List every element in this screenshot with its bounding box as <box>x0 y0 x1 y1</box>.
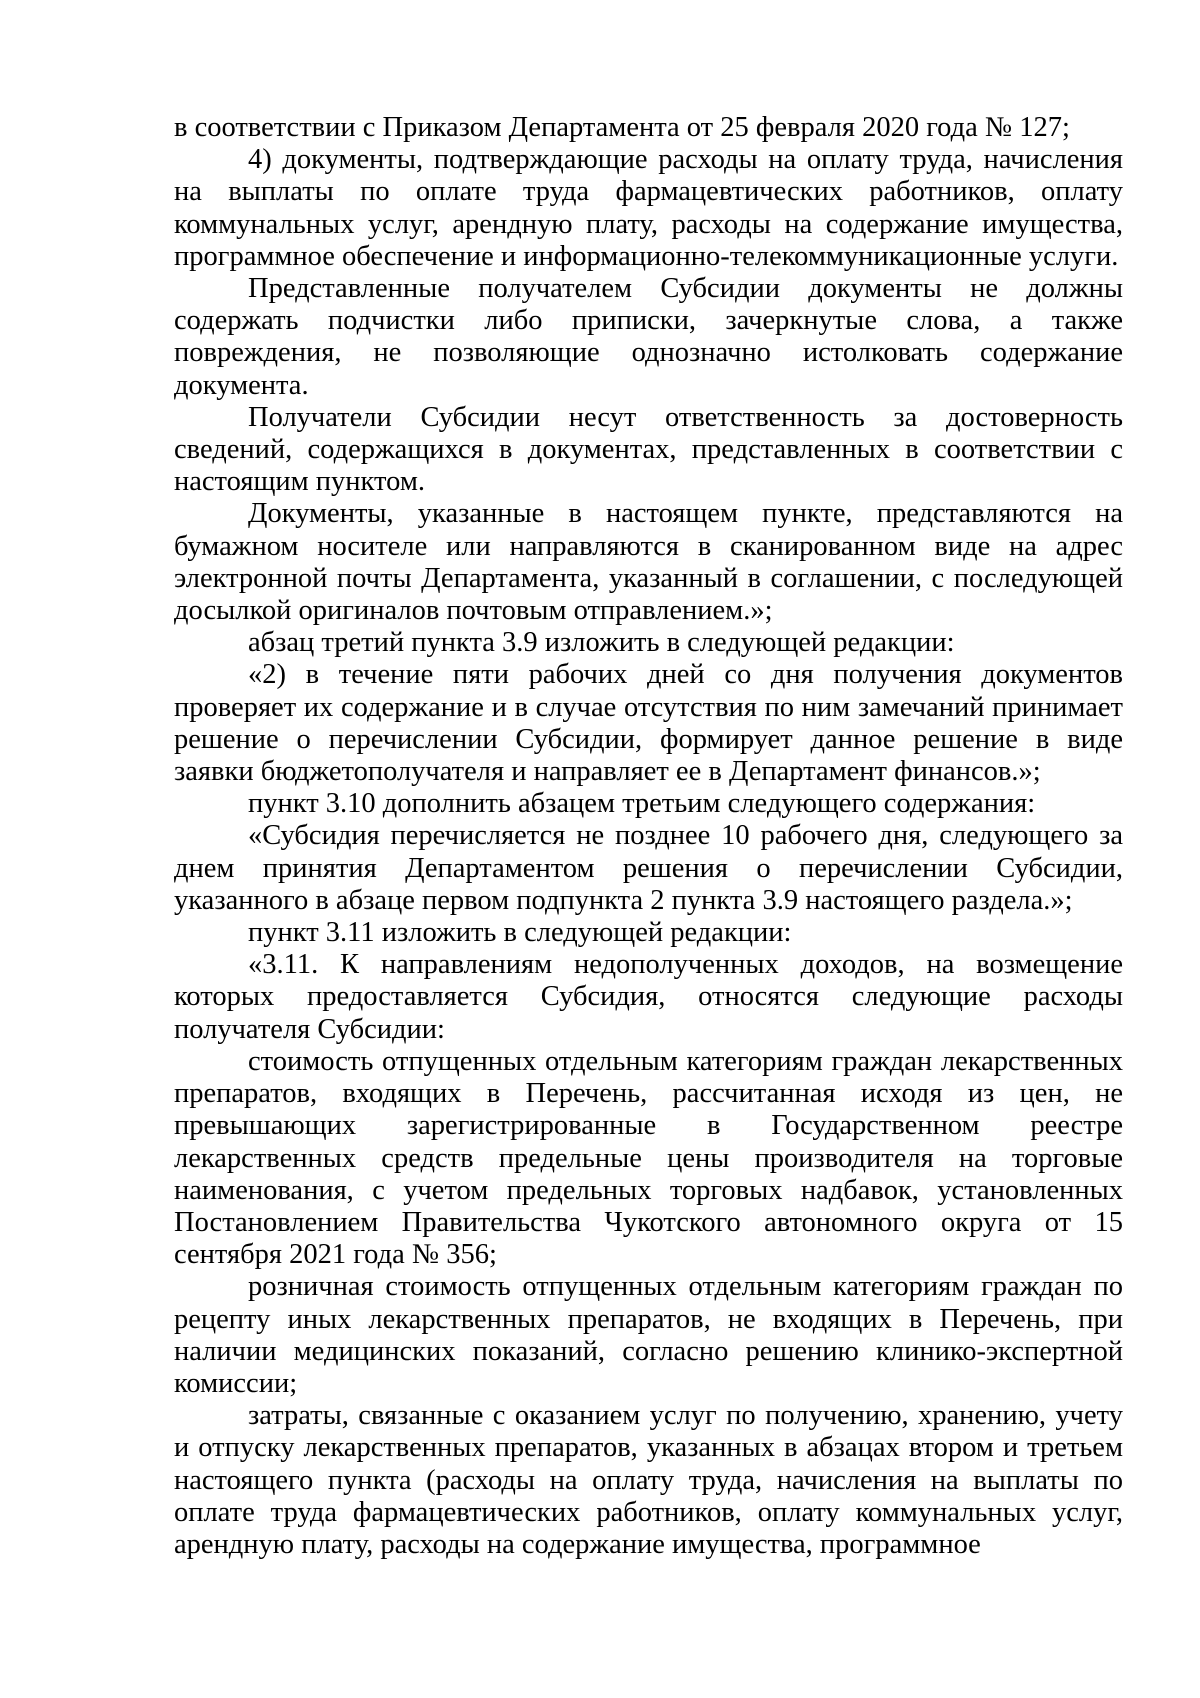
paragraph-documents-requirements: Представленные получателем Субсидии документы не должны содержать подчистки либо приписки, зачеркнутые слова, а также повреждения, не позволяющие однозначно истолковать содержание документа. <box>174 273 1123 401</box>
paragraph-responsibility: Получатели Субсидии несут ответственность за достоверность сведений, содержащихся в документах, представленных в соответствии с настоящим пунктом. <box>174 401 1123 498</box>
paragraph-item-4: 4) документы, подтверждающие расходы на оплату труда, начисления на выплаты по оплате труда фармацевтических работников, оплату коммунальных услуг, арендную плату, расходы на содержание имущества, программное обеспечение и информационно-телекоммуникационные услуги. <box>174 144 1123 272</box>
paragraph-expenses: затраты, связанные с оказанием услуг по получению, хранению, учету и отпуску лекарственных препаратов, указанных в абзацах втором и третьем настоящего пункта (расходы на оплату труда, начисления на выплаты по оплате труда фармацевтических работников, оплату коммунальных услуг, арендную плату, расходы на содержание имущества, программное <box>174 1400 1123 1560</box>
paragraph-3-11-text: «3.11. К направлениям недополученных доходов, на возмещение которых предоставляется Субсидия, относятся следующие расходы получателя Субсидии: <box>174 949 1123 1045</box>
paragraph-item-2-text: «2) в течение пяти рабочих дней со дня получения документов проверяет их содержание и в случае отсутствия по ним замечаний принимает решение о перечислении Субсидии, формирует данное решение в виде заявки бюджетополучателя и направляет ее в Департамент финансов.»; <box>174 659 1123 788</box>
paragraph-subsidy-transfer: «Субсидия перечисляется не позднее 10 рабочего дня, следующего за днем принятия Департаментом решения о перечислении Субсидии, указанного в абзаце первом подпункта 2 пункта 3.9 настоящего раздела.»; <box>174 820 1123 916</box>
paragraph-submission: Документы, указанные в настоящем пункте, представляются на бумажном носителе или направляются в сканированном виде на адрес электронной почты Департамента, указанный в соглашении, с последующей досылкой оригиналов почтовым отправлением.»; <box>174 498 1123 627</box>
paragraph-continuation: в соответствии с Приказом Департамента от 25 февраля 2020 года № 127; <box>174 112 1070 143</box>
paragraph-amendment-3-11: пункт 3.11 изложить в следующей редакции: <box>248 917 792 949</box>
paragraph-amendment-3-10: пункт 3.10 дополнить абзацем третьим следующего содержания: <box>248 788 1036 820</box>
document-body <box>174 112 1123 1561</box>
paragraph-cost-list: стоимость отпущенных отдельным категориям граждан лекарственных препаратов, входящих в Перечень, рассчитанная исходя из цен, не превышающих зарегистрированные в Государственном реестре лекарственных средств предельные цены производителя на торговые наименования, с учетом предельных торговых надбавок, установленных Постановлением Правительства Чукотского автономного округа от 15 сентября 2021 года № 356; <box>174 1045 1123 1271</box>
paragraph-amendment-3-9: абзац третий пункта 3.9 изложить в следующей редакции: <box>248 627 955 659</box>
paragraph-retail-cost: розничная стоимость отпущенных отдельным категориям граждан по рецепту иных лекарственных препаратов, не входящих в Перечень, при наличии медицинских показаний, согласно решению клинико-экспертной комиссии; <box>174 1271 1123 1399</box>
